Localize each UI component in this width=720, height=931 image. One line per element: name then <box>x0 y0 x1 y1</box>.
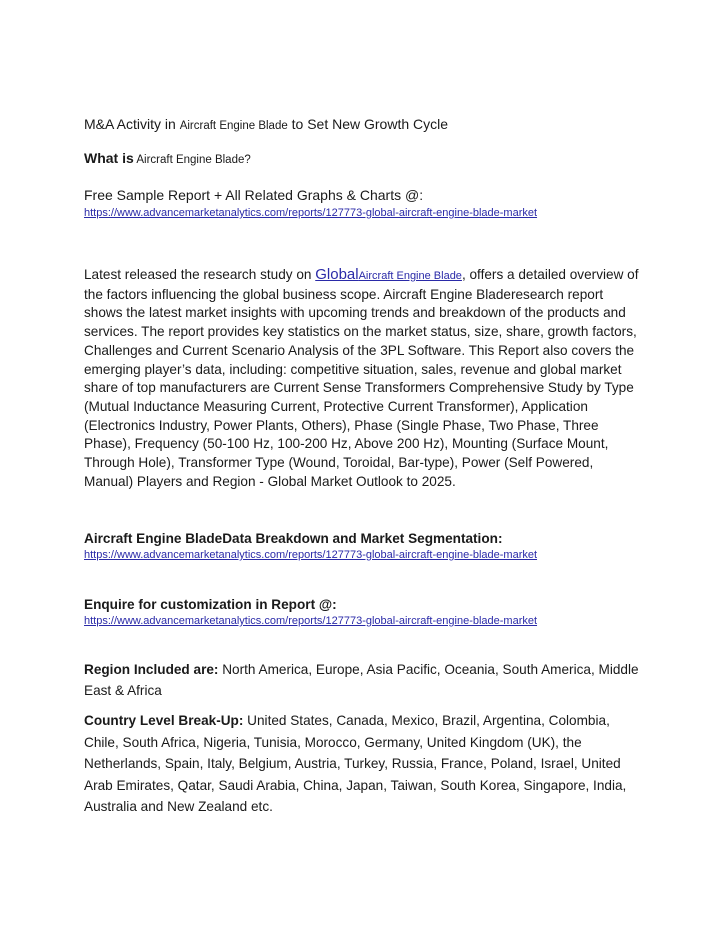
document-title <box>84 114 644 136</box>
title-prefix: M&A Activity in <box>84 116 180 132</box>
region-paragraph <box>84 660 644 701</box>
body-lead: Latest released the research study on <box>84 267 316 282</box>
enquire-link[interactable]: https://www.advancemarketanalytics.com/reports/127773-global-aircraft-engine-blade-market <box>84 615 538 627</box>
breakdown-link[interactable]: https://www.advancemarketanalytics.com/reports/127773-global-aircraft-engine-blade-market <box>84 549 538 561</box>
global-link-text: Global <box>315 266 359 283</box>
topic-link-text: Aircraft Engine Blade <box>358 270 462 282</box>
breakdown-heading: Aircraft Engine BladeData Breakdown and Market Segmentation: <box>84 531 503 546</box>
title-topic: Aircraft Engine Blade <box>179 120 288 132</box>
body-paragraph <box>84 266 644 491</box>
country-label: Country Level Break-Up: <box>84 713 244 728</box>
region-label: Region Included are: <box>84 662 219 677</box>
what-is-line <box>84 148 644 170</box>
body-rest: , offers a detailed overview of the factors influencing the global business scope. Aircraft Engine Bladeresearch report shows the latest market insights with upcoming trends and breakdown of the products and services. The report provides key statistics on the market status, size, share, growth factors, Challenges and Current Scenario Analysis of the 3PL Software. This Report also covers the emerging player’s data, including: competitive situation, sales, revenue and global market share of top manufacturers are Current Sense Transformers Comprehensive Study by Type (Mutual Inductance Measuring Current, Protective Current Transformer), Application (Electronics Industry, Power Plants, Others), Phase (Single Phase, Two Phase, Three Phase), Frequency (50-100 Hz, 100-200 Hz, Above 200 Hz), Mounting (Surface Mount, Through Hole), Transformer Type (Wound, Toroidal, Bar-type), Power (Self Powered, Manual) Players and Region - Global Market Outlook to 2025. <box>84 267 639 489</box>
enquire-heading: Enquire for customization in Report @: <box>84 597 337 612</box>
sample-report-label: Free Sample Report + All Related Graphs & Charts @: <box>84 187 424 203</box>
region-text: North America, Europe, Asia Pacific, Oceania, South America, Middle East & Africa <box>84 662 639 698</box>
what-is-topic: Aircraft Engine Blade? <box>133 154 251 166</box>
global-topic-link[interactable] <box>315 267 462 282</box>
sample-report-link[interactable]: https://www.advancemarketanalytics.com/reports/127773-global-aircraft-engine-blade-market <box>84 207 538 219</box>
country-paragraph <box>84 710 644 818</box>
country-text: United States, Canada, Mexico, Brazil, Argentina, Colombia, Chile, South Africa, Nigeria, Tunisia, Morocco, Germany, United Kingdom (UK), the Netherlands, Spain, Italy, Belgium, Austria, Turkey, Russia, France, Poland, Israel, United Arab Emirates, Qatar, Saudi Arabia, China, Japan, Taiwan, South Korea, Singapore, India, Australia and New Zealand etc. <box>84 713 627 814</box>
what-is-label: What is <box>84 150 134 166</box>
title-suffix: to Set New Growth Cycle <box>287 116 449 132</box>
